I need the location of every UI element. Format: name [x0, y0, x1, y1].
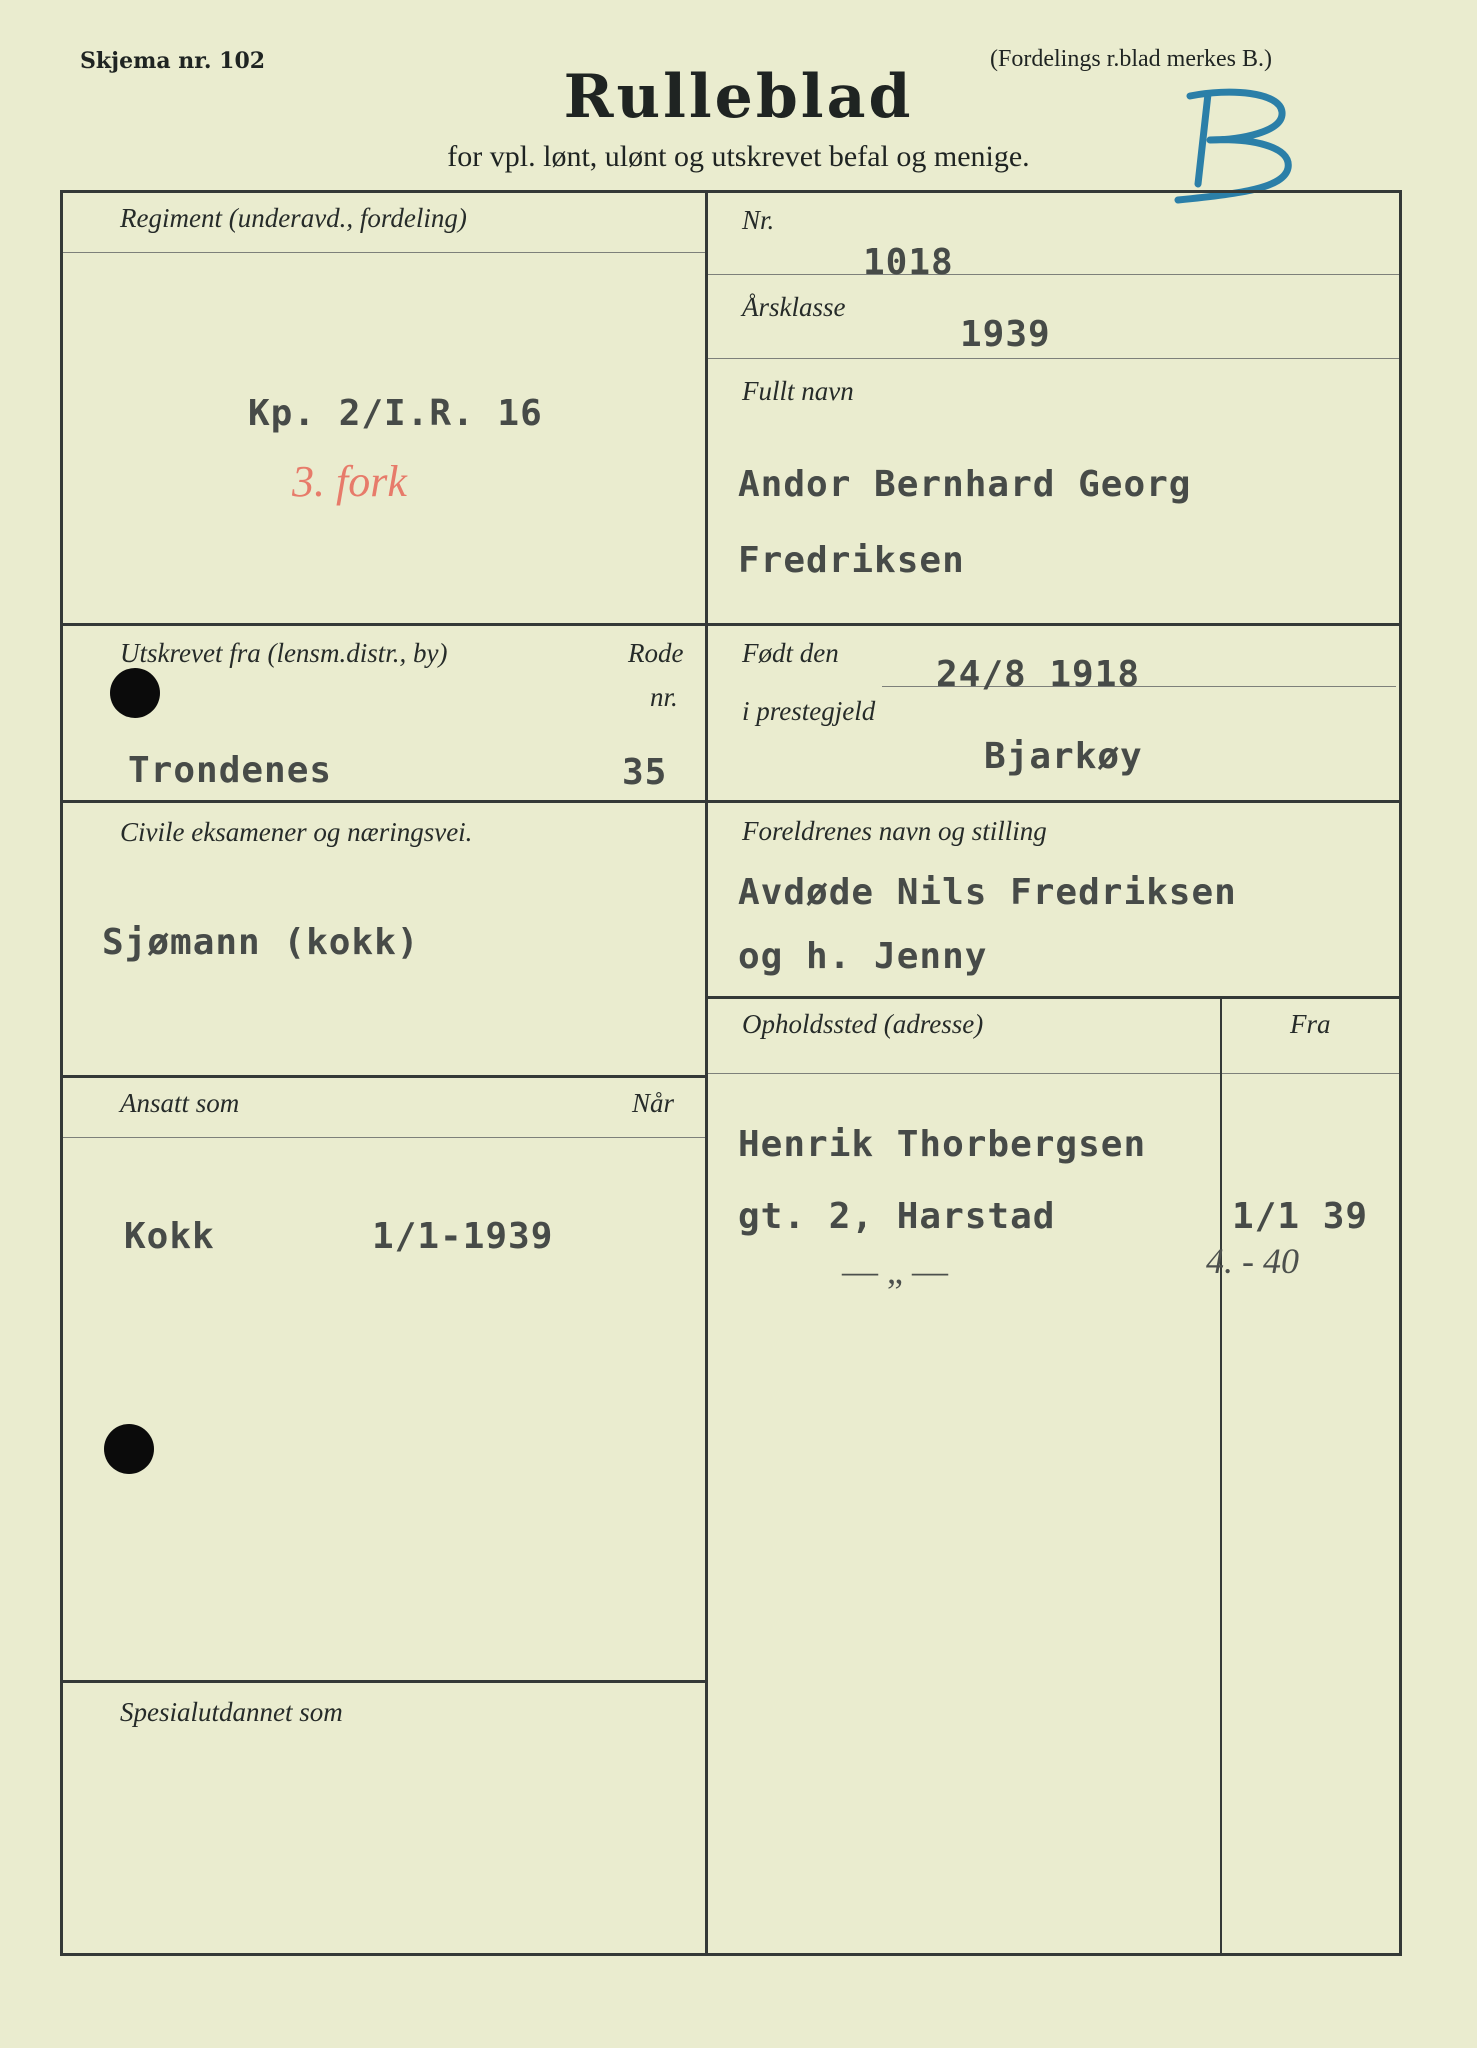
rode-nr-label: nr.	[650, 682, 678, 712]
regiment-handwritten-note: 3. fork	[292, 457, 407, 506]
born-date: 24/8 1918	[936, 654, 1141, 695]
full-name-line1: Andor Bernhard Georg	[738, 464, 1192, 505]
parents-label: Foreldrenes navn og stilling	[742, 816, 1047, 846]
nr-value: 1018	[863, 242, 954, 283]
naar-label: Når	[632, 1088, 675, 1118]
document-subtitle: for vpl. lønt, ulønt og utskrevet befal og menige.	[447, 140, 1030, 173]
document-title: Rulleblad	[563, 62, 914, 132]
class-value: 1939	[960, 314, 1051, 355]
regiment-label: Regiment (underavd., fordeling)	[120, 203, 467, 233]
rode-label: Rode	[628, 638, 684, 668]
ansatt-label: Ansatt som	[120, 1088, 240, 1118]
ansatt-date: 1/1-1939	[372, 1216, 554, 1257]
utskrevet-label: Utskrevet fra (lensm.distr., by)	[120, 638, 448, 668]
residence-line1: Henrik Thorbergsen	[738, 1124, 1147, 1165]
residence-from-label: Fra	[1290, 1009, 1331, 1039]
frame-left	[60, 190, 63, 1956]
frame-top	[60, 190, 1402, 193]
distribution-note: (Fordelings r.blad merkes B.)	[990, 46, 1272, 72]
nr-label: Nr.	[742, 205, 775, 235]
parish-value: Bjarkøy	[984, 736, 1143, 777]
full-name-line2: Fredriksen	[738, 540, 965, 581]
punch-hole-lower	[104, 1424, 154, 1474]
parents-line1: Avdøde Nils Fredriksen	[738, 872, 1237, 913]
civil-label: Civile eksamener og næringsvei.	[120, 817, 473, 847]
class-label: Årsklasse	[742, 292, 846, 322]
born-date-label: Født den	[742, 638, 839, 668]
residence-ditto-marks: — „ —	[842, 1251, 948, 1291]
form-number: Skjema nr. 102	[80, 48, 266, 74]
frame-bottom	[60, 1953, 1402, 1956]
residence-handwritten-date: 4. - 40	[1206, 1241, 1299, 1281]
parents-line2: og h. Jenny	[738, 936, 988, 977]
residence-line2: gt. 2, Harstad	[738, 1196, 1056, 1237]
parish-label: i prestegjeld	[742, 696, 876, 726]
residence-from-date: 1/1 39	[1232, 1196, 1369, 1237]
full-name-label: Fullt navn	[742, 376, 854, 406]
frame-right	[1399, 190, 1402, 1956]
residence-label: Opholdssted (adresse)	[742, 1009, 984, 1039]
special-label: Spesialutdannet som	[120, 1697, 343, 1727]
rode-number: 35	[622, 752, 668, 793]
fra-column-divider	[1220, 996, 1222, 1956]
punch-hole-upper	[110, 668, 160, 718]
regiment-value: Kp. 2/I.R. 16	[248, 393, 543, 434]
ansatt-role: Kokk	[124, 1216, 215, 1257]
civil-value: Sjømann (kokk)	[102, 922, 420, 963]
utskrevet-place: Trondenes	[128, 750, 333, 791]
